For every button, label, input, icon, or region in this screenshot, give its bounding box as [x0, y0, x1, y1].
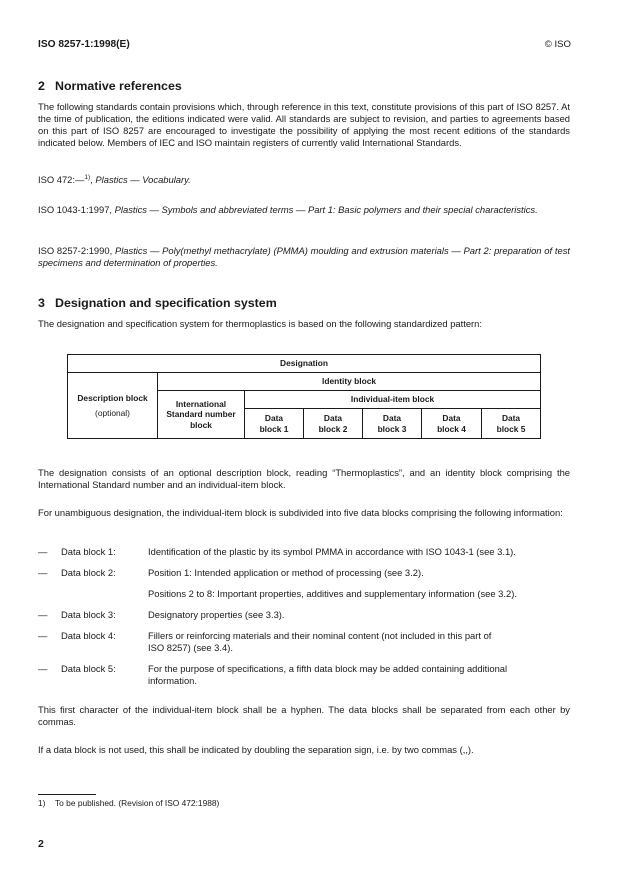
footnote-number: 1)	[38, 798, 46, 808]
hyphen-paragraph: This first character of the individual-item block shall be a hyphen. The data blocks shall be separated from each other by commas.	[38, 704, 570, 727]
separator: ,	[109, 204, 115, 215]
section-number: 3	[38, 296, 45, 310]
footnote-divider	[38, 794, 96, 795]
dash-bullet: —	[38, 630, 48, 641]
individual-item-block-header: Individual-item block	[245, 391, 541, 409]
unused-block-paragraph: If a data block is not used, this shall be indicated by doubling the separation sign, i.e. by two commas (,,).	[38, 744, 474, 755]
document-id: ISO 8257-1:1998(E)	[38, 39, 130, 50]
list-item-label: Data block 2:	[61, 567, 116, 578]
identity-block-header: Identity block	[158, 373, 541, 391]
reference-iso-1043-1	[38, 204, 570, 216]
reference-title: Plastics — Poly(methyl methacrylate) (PMMA) moulding and extrusion materials — Part 2: preparation of test specimens and determination of properties.	[38, 245, 570, 268]
list-item-label: Data block 1:	[61, 546, 116, 557]
list-item-text: Position 1: Intended application or method of processing (see 3.2).	[148, 567, 424, 578]
dash-bullet: —	[38, 663, 48, 674]
section-2-intro: The following standards contain provisions which, through reference in this text, constitute provisions of this part of ISO 8257. At the time of publication, the editions indicated were valid. All standards are subject to revision, and parties to agreements based on this part of ISO 8257 are encouraged to investigate the possibility of applying the most recent editions of the standards indicated below. Members of IEC and ISO maintain registers of currently valid International Standards.	[38, 101, 570, 148]
separator: ,	[109, 245, 115, 256]
reference-id: ISO 1043-1:1997	[38, 204, 110, 215]
separator: ,	[90, 174, 96, 185]
footnote-text: To be published. (Revision of ISO 472:1988)	[55, 798, 220, 808]
page-number: 2	[38, 838, 44, 850]
list-item-text: Identification of the plastic by its symbol PMMA in accordance with ISO 1043-1 (see 3.1).	[148, 546, 516, 557]
list-item-text: Fillers or reinforcing materials and their nominal content (not included in this part of ISO 8257) (see 3.4).	[148, 630, 492, 653]
section-number: 2	[38, 79, 45, 93]
list-item-label: Data block 3:	[61, 609, 116, 620]
optional-label: (optional)	[95, 408, 130, 418]
list-item-text: For the purpose of specifications, a fifth data block may be added containing additional information.	[148, 663, 508, 686]
list-item-label: Data block 5:	[61, 663, 116, 674]
list-item-label: Data block 4:	[61, 630, 116, 641]
data-block-1-cell: Data block 1	[245, 409, 304, 439]
footnote-mark[interactable]: 1)	[84, 174, 91, 181]
section-3-heading	[38, 297, 277, 309]
reference-id: ISO 472:—	[38, 174, 85, 185]
designation-table	[67, 354, 541, 439]
section-title: Normative references	[55, 79, 182, 93]
reference-id: ISO 8257-2:1990	[38, 245, 110, 256]
unambiguous-designation-paragraph: For unambiguous designation, the individual-item block is subdivided into five data blocks comprising the following information:	[38, 507, 563, 518]
copyright-notice: © ISO	[544, 39, 571, 50]
dash-bullet: —	[38, 609, 48, 620]
section-2-heading	[38, 80, 182, 92]
list-item-text: Positions 2 to 8: Important properties, additives and supplementary information (see 3.2).	[148, 588, 517, 599]
data-block-4-cell: Data block 4	[422, 409, 482, 439]
data-block-5-cell: Data block 5	[482, 409, 541, 439]
description-block-label: Description block	[77, 392, 148, 403]
reference-title: Plastics — Symbols and abbreviated terms — Part 1: Basic polymers and their special characteristics.	[114, 204, 538, 215]
description-block-cell	[68, 373, 158, 439]
section-title: Designation and specification system	[55, 296, 277, 310]
reference-iso-472	[38, 174, 570, 186]
footnote	[38, 797, 219, 809]
designation-header: Designation	[68, 355, 541, 373]
data-block-3-cell: Data block 3	[363, 409, 422, 439]
dash-bullet: —	[38, 567, 48, 578]
reference-iso-8257-2	[38, 245, 570, 269]
data-block-2-cell: Data block 2	[304, 409, 363, 439]
dash-bullet: —	[38, 546, 48, 557]
reference-title: Plastics — Vocabulary.	[95, 174, 191, 185]
designation-paragraph: The designation consists of an optional description block, reading “Thermoplastics”, and an identity block comprising the International Standard number and an individual-item block.	[38, 467, 570, 490]
international-standard-number-block: International Standard number block	[158, 391, 245, 439]
list-item-text: Designatory properties (see 3.3).	[148, 609, 285, 620]
section-3-intro: The designation and specification system for thermoplastics is based on the following standardized pattern:	[38, 318, 482, 329]
